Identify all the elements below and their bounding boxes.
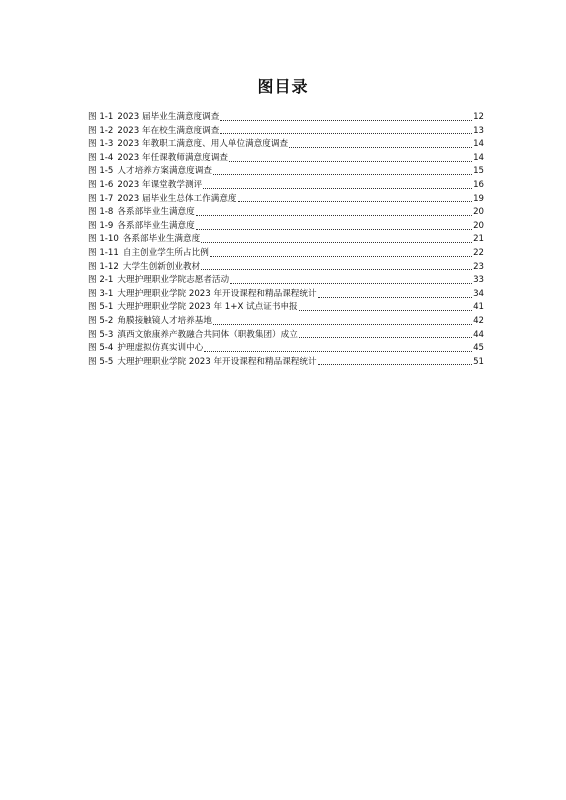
figure-number: 图 3-1	[88, 288, 114, 299]
page-number: 45	[473, 343, 484, 354]
figure-number: 图 2-1	[88, 275, 114, 286]
toc-entry[interactable]	[88, 274, 484, 288]
page-number: 51	[473, 356, 484, 367]
toc-entry[interactable]	[88, 247, 484, 261]
dot-leader	[196, 214, 472, 216]
dot-leader	[213, 173, 472, 175]
page-number: 34	[473, 288, 484, 299]
toc-entry[interactable]	[88, 356, 484, 370]
figure-number: 图 1-11	[88, 247, 119, 258]
dot-leader	[238, 200, 473, 202]
figure-caption: 大理护理职业学院 2023 年开设课程和精品课程统计	[117, 356, 317, 367]
dot-leader	[229, 160, 472, 162]
toc-entry[interactable]	[88, 206, 484, 220]
toc-entry[interactable]	[88, 179, 484, 193]
figure-number: 图 1-9	[88, 220, 114, 231]
page-number: 13	[473, 125, 484, 136]
toc-entry[interactable]	[88, 233, 484, 247]
dot-leader	[203, 187, 472, 189]
figure-caption: 2023 年课堂教学测评	[117, 179, 203, 190]
page-number: 16	[473, 179, 484, 190]
figure-number: 图 1-2	[88, 125, 114, 136]
toc-entry[interactable]	[88, 165, 484, 179]
page-number: 41	[473, 302, 484, 313]
toc-entry[interactable]	[88, 342, 484, 356]
dot-leader	[299, 309, 472, 311]
dot-leader	[196, 228, 472, 230]
toc-entry[interactable]	[88, 220, 484, 234]
toc-entry[interactable]	[88, 315, 484, 329]
figure-caption: 滇西文旅康养产教融合共同体（职教集团）成立	[117, 329, 298, 340]
toc-entry[interactable]	[88, 152, 484, 166]
figure-number: 图 1-10	[88, 234, 119, 245]
figure-number: 图 5-1	[88, 302, 114, 313]
figure-number: 图 5-3	[88, 329, 114, 340]
page-number: 19	[473, 193, 484, 204]
toc-entry[interactable]	[88, 111, 484, 125]
toc-entry[interactable]	[88, 288, 484, 302]
figure-number: 图 1-7	[88, 193, 114, 204]
toc-entry[interactable]	[88, 138, 484, 152]
page-number: 21	[473, 234, 484, 245]
page-title: 图目录	[257, 77, 309, 96]
dot-leader	[201, 241, 472, 243]
dot-leader	[230, 282, 472, 284]
figure-caption: 大理护理职业学院 2023 年 1+X 试点证书申报	[117, 302, 298, 313]
figure-caption: 人才培养方案满意度调查	[117, 166, 212, 177]
page-number: 23	[473, 261, 484, 272]
dot-leader	[210, 255, 472, 257]
page-number: 42	[473, 315, 484, 326]
figure-caption: 自主创业学生所占比例	[122, 247, 209, 258]
page-number: 15	[473, 166, 484, 177]
page-number: 22	[473, 247, 484, 258]
figure-caption: 大学生创新创业教材	[122, 261, 201, 272]
dot-leader	[299, 336, 472, 338]
figure-number: 图 5-5	[88, 356, 114, 367]
toc-entry[interactable]	[88, 329, 484, 343]
figure-list	[88, 111, 484, 369]
figure-number: 图 1-1	[88, 112, 114, 122]
figure-number: 图 1-8	[88, 207, 114, 218]
dot-leader	[318, 296, 472, 298]
figure-caption: 角膜接触镜人才培养基地	[117, 315, 212, 326]
figure-number: 图 5-4	[88, 343, 114, 354]
figure-number: 图 5-2	[88, 315, 114, 326]
figure-caption: 大理护理职业学院志愿者活动	[117, 275, 230, 286]
toc-entry[interactable]	[88, 125, 484, 139]
page-number: 12	[473, 112, 484, 122]
figure-caption: 2023 年教职工满意度、用人单位满意度调查	[117, 139, 289, 150]
dot-leader	[318, 363, 472, 365]
toc-entry[interactable]	[88, 193, 484, 207]
figure-caption: 护理虚拟仿真实训中心	[117, 343, 204, 354]
page-number: 14	[473, 152, 484, 163]
page-number: 33	[473, 275, 484, 286]
figure-caption: 2023 年在校生满意度调查	[117, 125, 220, 136]
dot-leader	[220, 132, 472, 134]
toc-entry[interactable]	[88, 261, 484, 275]
figure-caption: 各系部毕业生满意度	[122, 234, 201, 245]
figure-number: 图 1-12	[88, 261, 119, 272]
figure-caption: 2023 届毕业生满意度调查	[117, 112, 220, 122]
figure-caption: 2023 年任课教师满意度调查	[117, 152, 228, 163]
figure-number: 图 1-4	[88, 152, 114, 163]
toc-entry[interactable]	[88, 301, 484, 315]
figure-caption: 各系部毕业生满意度	[117, 220, 195, 231]
figure-caption: 2023 届毕业生总体工作满意度	[117, 193, 237, 204]
figure-caption: 大理护理职业学院 2023 年开设课程和精品课程统计	[117, 288, 317, 299]
figure-number: 图 1-3	[88, 139, 114, 150]
page-number: 20	[473, 220, 484, 231]
dot-leader	[220, 119, 472, 121]
page-number: 20	[473, 207, 484, 218]
page-number: 14	[473, 139, 484, 150]
dot-leader	[289, 146, 472, 148]
dot-leader	[213, 323, 472, 325]
page-number: 44	[473, 329, 484, 340]
dot-leader	[204, 350, 472, 352]
figure-number: 图 1-5	[88, 166, 114, 177]
dot-leader	[201, 268, 472, 270]
figure-number: 图 1-6	[88, 179, 114, 190]
figure-caption: 各系部毕业生满意度	[117, 207, 195, 218]
